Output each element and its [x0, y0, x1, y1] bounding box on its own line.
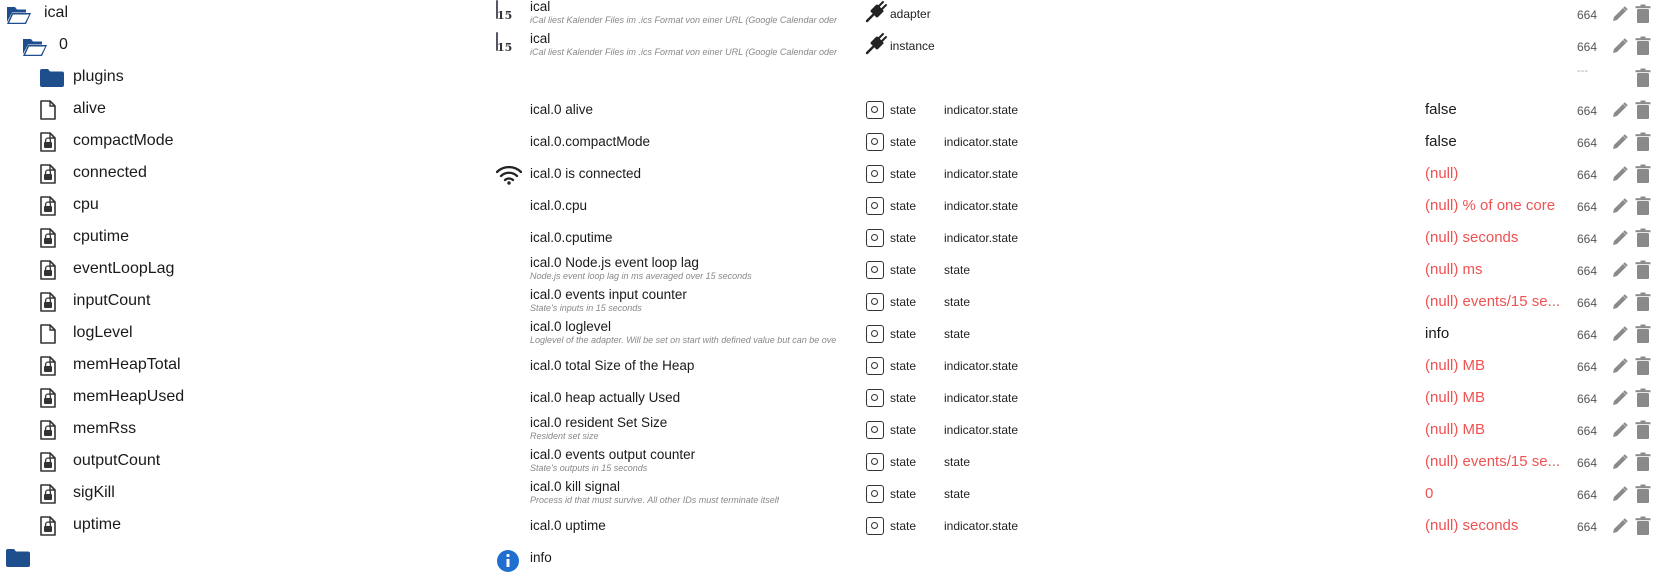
edit-pencil-icon[interactable]: [1611, 293, 1629, 316]
object-name: info: [530, 550, 552, 565]
tree-row-inputCount[interactable]: [0, 286, 1656, 318]
file-locked-icon[interactable]: [40, 228, 56, 253]
file-locked-icon[interactable]: [40, 356, 56, 381]
file-locked-icon[interactable]: [40, 420, 56, 445]
edit-pencil-icon[interactable]: [1611, 389, 1629, 412]
object-description: State's outputs in 15 seconds: [530, 463, 648, 473]
tree-row-memHeapTotal[interactable]: [0, 350, 1656, 382]
object-id[interactable]: outputCount: [73, 452, 161, 469]
object-name: ical.0 total Size of the Heap: [530, 358, 695, 373]
edit-pencil-icon[interactable]: [1611, 485, 1629, 508]
object-id[interactable]: memHeapUsed: [73, 388, 185, 405]
state-value[interactable]: (null) % of one core: [1425, 197, 1556, 214]
object-description: iCal liest Kalender Files im .ics Format von einer URL (Google Calendar oder: [530, 15, 837, 25]
state-value[interactable]: (null) MB: [1425, 421, 1486, 438]
object-id[interactable]: cpu: [73, 196, 99, 213]
object-name: ical.0 resident Set Size: [530, 415, 668, 430]
acl-permissions[interactable]: 664: [1577, 8, 1598, 22]
tree-row-plugins[interactable]: [0, 62, 1656, 94]
delete-trash-icon[interactable]: [1635, 132, 1651, 157]
object-description: State's inputs in 15 seconds: [530, 303, 642, 313]
object-name: ical.0.cpu: [530, 198, 588, 213]
state-value[interactable]: 0: [1425, 485, 1434, 502]
calendar-icon: [496, 1, 522, 27]
object-id[interactable]: inputCount: [73, 292, 151, 309]
object-name: ical.0 uptime: [530, 518, 606, 533]
file-locked-icon[interactable]: [40, 452, 56, 477]
tree-row-logLevel[interactable]: [0, 318, 1656, 350]
calendar-icon: [496, 33, 522, 59]
object-type: state: [890, 231, 917, 245]
object-id[interactable]: cputime: [73, 228, 130, 245]
tree-row-memHeapUsed[interactable]: [0, 382, 1656, 414]
state-value[interactable]: (null) events/15 se...: [1425, 453, 1561, 470]
object-type: state: [890, 455, 917, 469]
object-id[interactable]: memHeapTotal: [73, 356, 181, 373]
object-type: state: [890, 423, 917, 437]
state-type-icon: [866, 517, 884, 535]
file-icon[interactable]: [40, 100, 56, 125]
delete-trash-icon[interactable]: [1635, 484, 1651, 509]
object-type: state: [890, 519, 917, 533]
state-type-icon: [866, 261, 884, 279]
object-role: state: [944, 263, 971, 277]
delete-trash-icon[interactable]: [1635, 516, 1651, 541]
object-id[interactable]: sigKill: [73, 484, 115, 501]
acl-permissions[interactable]: 664: [1577, 456, 1598, 470]
object-id[interactable]: plugins: [73, 68, 124, 85]
object-name: ical.0 Node.js event loop lag: [530, 255, 699, 270]
acl-permissions[interactable]: 664: [1577, 200, 1598, 214]
object-type: state: [890, 263, 917, 277]
edit-pencil-icon[interactable]: [1611, 5, 1629, 28]
acl-permissions[interactable]: 664: [1577, 136, 1598, 150]
object-name: ical.0 loglevel: [530, 319, 612, 334]
object-id[interactable]: memRss: [73, 420, 137, 437]
plug-icon: [864, 32, 888, 61]
folder-icon[interactable]: [6, 549, 30, 572]
file-locked-icon[interactable]: [40, 516, 56, 541]
file-locked-icon[interactable]: [40, 196, 56, 221]
state-type-icon: [866, 293, 884, 311]
state-value[interactable]: false: [1425, 101, 1457, 118]
file-locked-icon[interactable]: [40, 292, 56, 317]
object-name: ical: [530, 0, 551, 14]
acl-permissions[interactable]: 664: [1577, 168, 1598, 182]
object-type: adapter: [890, 7, 931, 21]
object-description: Process id that must survive. All other IDs must terminate itself: [530, 495, 780, 505]
file-locked-icon[interactable]: [40, 484, 56, 509]
object-name: ical.0 heap actually Used: [530, 390, 681, 405]
state-value[interactable]: (null) MB: [1425, 389, 1486, 406]
tree-row-sigKill[interactable]: [0, 478, 1656, 510]
state-type-icon: [866, 485, 884, 503]
object-type: state: [890, 487, 917, 501]
object-type: state: [890, 359, 917, 373]
tree-row-cpu[interactable]: [0, 190, 1656, 222]
object-name: ical.0.compactMode: [530, 134, 651, 149]
delete-trash-icon[interactable]: [1635, 260, 1651, 285]
tree-row-uptime[interactable]: [0, 510, 1656, 542]
object-role: indicator.state: [944, 103, 1019, 117]
state-type-icon: [866, 165, 884, 183]
object-type: instance: [890, 39, 935, 53]
object-role: indicator.state: [944, 519, 1019, 533]
edit-pencil-icon[interactable]: [1611, 357, 1629, 380]
state-type-icon: [866, 197, 884, 215]
state-type-icon: [866, 421, 884, 439]
edit-pencil-icon[interactable]: [1611, 133, 1629, 156]
object-description: Loglevel of the adapter. Will be set on start with defined value but can be ove: [530, 335, 837, 345]
info-icon: [496, 549, 522, 575]
object-id[interactable]: eventLoopLag: [73, 260, 175, 277]
state-type-icon: [866, 101, 884, 119]
edit-pencil-icon[interactable]: [1611, 325, 1629, 348]
object-role: state: [944, 327, 971, 341]
acl-permissions[interactable]: 664: [1577, 296, 1598, 310]
plug-icon: [864, 0, 888, 29]
edit-pencil-icon[interactable]: [1611, 101, 1629, 124]
acl-permissions[interactable]: 664: [1577, 104, 1598, 118]
object-type: state: [890, 167, 917, 181]
object-role: indicator.state: [944, 231, 1019, 245]
acl-permissions[interactable]: 664: [1577, 328, 1598, 342]
object-name: ical.0 events output counter: [530, 447, 696, 462]
acl-permissions[interactable]: 664: [1577, 40, 1598, 54]
state-value[interactable]: info: [1425, 325, 1450, 342]
object-description: Resident set size: [530, 431, 599, 441]
edit-pencil-icon[interactable]: [1611, 261, 1629, 284]
object-role: indicator.state: [944, 359, 1019, 373]
acl-permissions[interactable]: 664: [1577, 392, 1598, 406]
tree-row-compactMode[interactable]: [0, 126, 1656, 158]
object-id[interactable]: compactMode: [73, 132, 174, 149]
delete-trash-icon[interactable]: [1635, 100, 1651, 125]
state-value[interactable]: (null) seconds: [1425, 517, 1519, 534]
tree-row-connected[interactable]: [0, 158, 1656, 190]
delete-trash-icon[interactable]: [1635, 452, 1651, 477]
delete-trash-icon[interactable]: [1635, 68, 1651, 93]
state-type-icon: [866, 229, 884, 247]
object-role: indicator.state: [944, 391, 1019, 405]
edit-pencil-icon[interactable]: [1611, 37, 1629, 60]
wifi-icon: [496, 165, 522, 191]
state-value[interactable]: false: [1425, 133, 1457, 150]
object-id[interactable]: ical: [44, 4, 69, 21]
delete-trash-icon[interactable]: [1635, 420, 1651, 445]
object-type: state: [890, 327, 917, 341]
tree-row-memRss[interactable]: [0, 414, 1656, 446]
state-value[interactable]: (null): [1425, 165, 1459, 182]
edit-pencil-icon[interactable]: [1611, 229, 1629, 252]
state-type-icon: [866, 133, 884, 151]
object-role: indicator.state: [944, 135, 1019, 149]
object-name: ical.0 alive: [530, 102, 594, 117]
object-type: state: [890, 391, 917, 405]
state-type-icon: [866, 453, 884, 471]
state-value[interactable]: (null) seconds: [1425, 229, 1519, 246]
state-value[interactable]: (null) ms: [1425, 261, 1483, 278]
tree-row-ical[interactable]: [0, 0, 1656, 30]
object-type: state: [890, 103, 917, 117]
object-role: state: [944, 487, 971, 501]
delete-trash-icon[interactable]: [1635, 356, 1651, 381]
edit-pencil-icon[interactable]: [1611, 197, 1629, 220]
tree-row-outputCount[interactable]: [0, 446, 1656, 478]
file-icon[interactable]: [40, 324, 56, 349]
acl-permissions[interactable]: 664: [1577, 424, 1598, 438]
object-id[interactable]: uptime: [73, 516, 122, 533]
acl-permissions[interactable]: ---: [1577, 65, 1588, 77]
object-id[interactable]: alive: [73, 100, 106, 117]
edit-pencil-icon[interactable]: [1611, 421, 1629, 444]
state-value[interactable]: (null) events/15 se...: [1425, 293, 1561, 310]
state-type-icon: [866, 357, 884, 375]
acl-permissions[interactable]: 664: [1577, 264, 1598, 278]
delete-trash-icon[interactable]: [1635, 36, 1651, 61]
object-name: ical.0.cputime: [530, 230, 613, 245]
acl-permissions[interactable]: 664: [1577, 232, 1598, 246]
delete-trash-icon[interactable]: [1635, 388, 1651, 413]
object-description: iCal liest Kalender Files im .ics Format von einer URL (Google Calendar oder: [530, 47, 837, 57]
acl-permissions[interactable]: 664: [1577, 488, 1598, 502]
tree-row-eventLoopLag[interactable]: [0, 254, 1656, 286]
delete-trash-icon[interactable]: [1635, 228, 1651, 253]
object-name: ical.0 events input counter: [530, 287, 687, 302]
file-locked-icon[interactable]: [40, 164, 56, 189]
acl-permissions[interactable]: 664: [1577, 360, 1598, 374]
tree-row-cputime[interactable]: [0, 222, 1656, 254]
object-description: Node.js event loop lag in ms averaged over 15 seconds: [530, 271, 752, 281]
delete-trash-icon[interactable]: [1635, 292, 1651, 317]
delete-trash-icon[interactable]: [1635, 324, 1651, 349]
object-role: indicator.state: [944, 423, 1019, 437]
file-locked-icon[interactable]: [40, 388, 56, 413]
object-name: ical.0 kill signal: [530, 479, 621, 494]
object-id[interactable]: 0: [59, 36, 68, 53]
tree-row-0[interactable]: [0, 30, 1656, 62]
tree-row-info[interactable]: [0, 542, 1656, 574]
edit-pencil-icon[interactable]: [1611, 517, 1629, 540]
edit-pencil-icon[interactable]: [1611, 453, 1629, 476]
state-type-icon: [866, 325, 884, 343]
edit-pencil-icon[interactable]: [1611, 165, 1629, 188]
object-role: indicator.state: [944, 199, 1019, 213]
folder-open-icon[interactable]: [22, 37, 48, 62]
object-id[interactable]: connected: [73, 164, 147, 181]
tree-row-alive[interactable]: [0, 94, 1656, 126]
state-value[interactable]: (null) MB: [1425, 357, 1486, 374]
object-name: ical.0 is connected: [530, 166, 642, 181]
folder-open-icon[interactable]: [6, 5, 32, 30]
acl-permissions[interactable]: 664: [1577, 520, 1598, 534]
object-id[interactable]: logLevel: [73, 324, 133, 341]
file-locked-icon[interactable]: [40, 260, 56, 285]
object-role: state: [944, 455, 971, 469]
object-type: state: [890, 199, 917, 213]
object-name: ical: [530, 31, 551, 46]
folder-icon[interactable]: [40, 69, 64, 92]
object-role: indicator.state: [944, 167, 1019, 181]
state-type-icon: [866, 389, 884, 407]
object-type: state: [890, 295, 917, 309]
object-role: state: [944, 295, 971, 309]
delete-trash-icon[interactable]: [1635, 196, 1651, 221]
file-locked-icon[interactable]: [40, 132, 56, 157]
delete-trash-icon[interactable]: [1635, 4, 1651, 29]
delete-trash-icon[interactable]: [1635, 164, 1651, 189]
object-type: state: [890, 135, 917, 149]
